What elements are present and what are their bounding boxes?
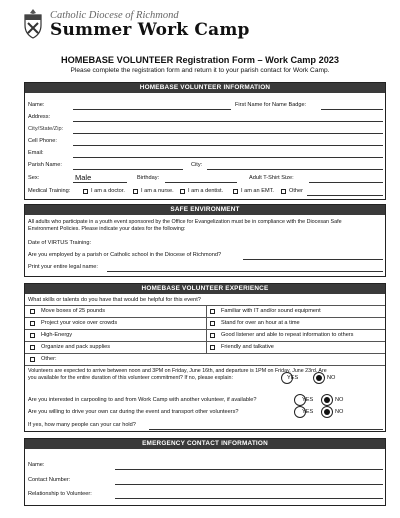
camp-title: Summer Work Camp [50, 20, 250, 40]
skill-label: Familiar with IT and/or sound equipment [221, 308, 321, 314]
badge-name-field[interactable] [321, 109, 383, 110]
emergency-name-field[interactable] [115, 469, 383, 470]
arrival-yes-label: YES [287, 375, 299, 381]
nurse-checkbox[interactable] [133, 189, 138, 194]
volunteer-info-section [24, 82, 386, 200]
carpool-no-radio[interactable] [321, 394, 333, 406]
arrival-no-radio[interactable] [313, 372, 325, 384]
safe-intro-2: Environment Policies. Please indicate your dates for the following: [28, 226, 186, 232]
skill-checkbox[interactable] [30, 345, 35, 350]
car-capacity-field[interactable] [149, 429, 383, 430]
drive-question: Are you willing to drive your own car during the event and transport other volunteers? [28, 409, 239, 415]
emt-checkbox[interactable] [233, 189, 238, 194]
other-skill-label: Other: [41, 356, 57, 362]
other-skill-checkbox[interactable] [30, 357, 35, 362]
drive-no-radio[interactable] [321, 406, 333, 418]
sex-field[interactable] [73, 182, 127, 183]
legal-name-label: Print your entire legal name: [28, 264, 98, 270]
city-state-zip-field[interactable] [73, 133, 383, 134]
address-label: Address: [28, 114, 51, 120]
skill-label: Friendly and talkative [221, 344, 274, 350]
sex-value[interactable]: Male [75, 173, 92, 182]
medical-training-label: Medical Training: [28, 188, 71, 194]
section-heading: HOMEBASE VOLUNTEER EXPERIENCE [25, 284, 385, 294]
other-medical-label: Other [289, 188, 303, 194]
employed-field[interactable] [243, 259, 383, 260]
name-label: Name: [28, 102, 45, 108]
dentist-checkbox[interactable] [180, 189, 185, 194]
car-capacity-label: If yes, how many people can your car hold? [28, 422, 136, 428]
safe-intro: All adults who participate in a youth event sponsored by the Office for Evangelization must be in compliance with the Diocesan Safe [28, 219, 342, 225]
skill-label: High-Energy [41, 332, 73, 338]
carpool-yes-label: YES [302, 397, 314, 403]
drive-yes-label: YES [302, 409, 314, 415]
parish-name-label: Parish Name: [28, 162, 62, 168]
skill-checkbox[interactable] [210, 321, 215, 326]
birthday-label: Birthday: [137, 175, 160, 181]
arrival-no-label: NO [327, 375, 336, 381]
emergency-contact-section [24, 438, 386, 506]
safe-environment-section [24, 204, 386, 277]
skill-label: Stand for over an hour at a time [221, 320, 300, 326]
skill-label: Move boxes of 25 pounds [41, 308, 106, 314]
city-label: City: [191, 162, 203, 168]
doctor-label: I am a doctor. [91, 188, 125, 194]
sex-label: Sex: [28, 175, 40, 181]
birthday-field[interactable] [165, 182, 237, 183]
address-field[interactable] [73, 121, 383, 122]
emergency-relationship-label: Relationship to Volunteer: [28, 491, 92, 497]
skills-question: What skills or talents do you have that would be helpful for this event? [28, 297, 201, 303]
drive-no-label: NO [335, 409, 344, 415]
parish-name-field[interactable] [73, 169, 183, 170]
section-heading: HOMEBASE VOLUNTEER INFORMATION [25, 83, 385, 93]
emergency-number-field[interactable] [115, 484, 383, 485]
skill-checkbox[interactable] [210, 309, 215, 314]
skill-checkbox[interactable] [210, 345, 215, 350]
other-medical-checkbox[interactable] [281, 189, 286, 194]
emt-label: I am an EMT. [241, 188, 274, 194]
doctor-checkbox[interactable] [83, 189, 88, 194]
city-field[interactable] [207, 169, 383, 170]
skill-checkbox[interactable] [30, 333, 35, 338]
tshirt-label: Adult T-Shirt Size: [249, 175, 294, 181]
carpool-question: Are you interested in carpooling to and from Work Camp with another volunteer, if available? [28, 397, 257, 403]
emergency-relationship-field[interactable] [115, 498, 383, 499]
arrival-question-line2: you available for the entire duration of this volunteer commitment? If no, please explain: [28, 375, 233, 381]
form-subtitle: Please complete the registration form and return it to your parish contact for Work Camp. [70, 67, 330, 74]
cell-phone-label: Cell Phone: [28, 138, 57, 144]
employed-question: Are you employed by a parish or Catholic school in the Diocese of Richmond? [28, 252, 222, 258]
skill-label: Organize and pack supplies [41, 344, 111, 350]
form-title: HOMEBASE VOLUNTEER Registration Form – Work Camp 2023 [60, 55, 340, 65]
emergency-name-label: Name: [28, 462, 45, 468]
email-field[interactable] [73, 157, 383, 158]
email-label: Email: [28, 150, 44, 156]
city-state-zip-label: City/State/Zip: [28, 126, 64, 132]
skill-label: Project your voice over crowds [41, 320, 118, 326]
skill-label: Good listener and able to repeat information to others [221, 332, 354, 338]
diocese-name: Catholic Diocese of Richmond [50, 10, 179, 21]
section-heading: SAFE ENVIRONMENT [25, 205, 385, 215]
emergency-number-label: Contact Number: [28, 477, 71, 483]
skill-checkbox[interactable] [210, 333, 215, 338]
section-heading: EMERGENCY CONTACT INFORMATION [25, 439, 385, 449]
cell-phone-field[interactable] [73, 145, 383, 146]
arrival-question-line1: Volunteers are expected to arrive between noon and 3PM on Friday, June 16th, and departure is 1PM on Friday, June 23rd. Are [28, 368, 327, 374]
legal-name-field[interactable] [107, 271, 383, 272]
skill-checkbox[interactable] [30, 321, 35, 326]
diocese-crest-icon [22, 9, 44, 39]
carpool-no-label: NO [335, 397, 344, 403]
tshirt-field[interactable] [309, 182, 383, 183]
name-field[interactable] [73, 109, 231, 110]
dentist-label: I am a dentist. [188, 188, 224, 194]
other-medical-field[interactable] [307, 195, 383, 196]
skill-checkbox[interactable] [30, 309, 35, 314]
badge-name-label: First Name for Name Badge: [235, 102, 307, 108]
virtus-label: Date of VIRTUS Training: [28, 240, 92, 246]
experience-section [24, 283, 386, 432]
nurse-label: I am a nurse. [141, 188, 174, 194]
